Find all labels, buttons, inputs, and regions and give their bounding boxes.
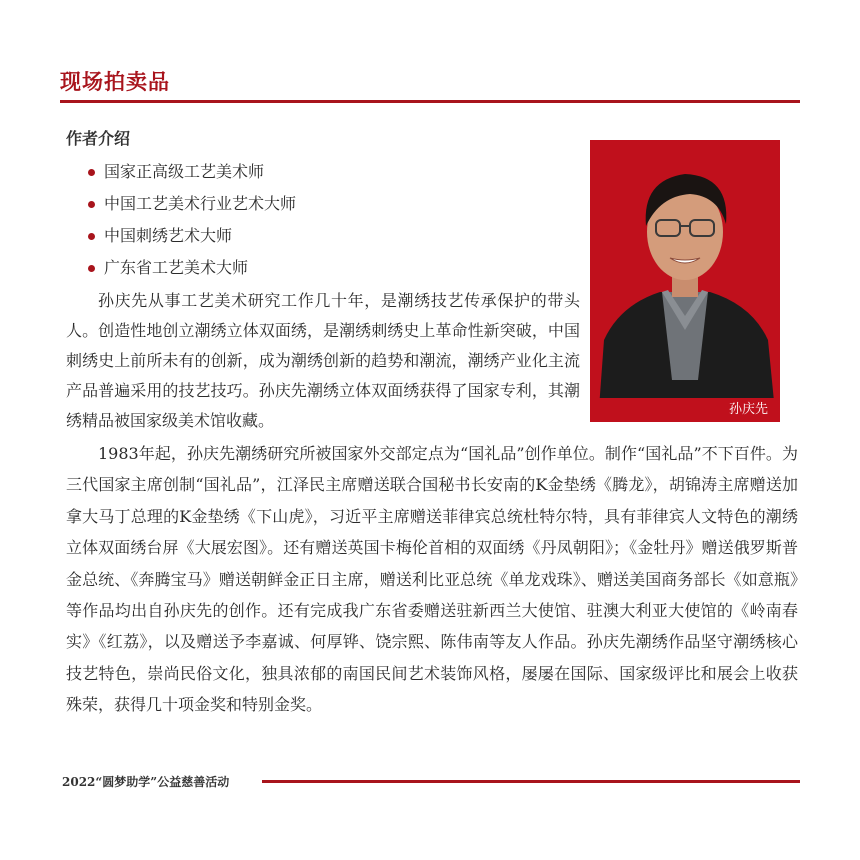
title-list <box>88 156 296 284</box>
portrait-image <box>590 140 780 422</box>
bio-paragraph-2: 1983年起，孙庆先潮绣研究所被国家外交部定点为“国礼品”创作单位。制作“国礼品”不下百件。为三代国家主席创制“国礼品”，江泽民主席赠送联合国秘书长安南的K金垫绣《腾龙》，胡锦涛主席赠送加拿大马丁总理的K金垫绣《下山虎》，习近平主席赠送菲律宾总统杜特尔特，具有菲律宾人文特色的潮绣立体双面绣台屏《大展宏图》。还有赠送英国卡梅伦首相的双面绣《丹凤朝阳》；《金牡丹》赠送俄罗斯普金总统、《奔腾宝马》赠送朝鲜金正日主席，赠送利比亚总统《单龙戏珠》、赠送美国商务部长《如意瓶》等作品均出自孙庆先的创作。还有完成我广东省委赠送驻新西兰大使馆、驻澳大利亚大使馆的《岭南春实》《红荔》，以及赠送予李嘉诚、何厚铧、饶宗熙、陈伟南等友人作品。孙庆先潮绣作品坚守潮绣核心技艺特色，崇尚民俗文化，独具浓郁的南国民间艺术装饰风格，屡屡在国际、国家级评比和展会上收获殊荣，获得几十项金奖和特别金奖。 <box>66 444 798 715</box>
list-item-label: 国家正高级工艺美术师 <box>104 162 265 181</box>
section-heading: 作者介绍 <box>66 129 131 148</box>
list-item-label: 广东省工艺美术大师 <box>104 258 249 277</box>
bullet-icon <box>88 233 95 240</box>
list-item-label: 中国刺绣艺术大师 <box>104 226 233 245</box>
list-item <box>88 156 296 188</box>
bullet-icon <box>88 265 95 272</box>
footer-event-name: 2022“圆梦助学”公益慈善活动 <box>62 775 230 789</box>
list-item <box>88 220 296 252</box>
bullet-icon <box>88 201 95 208</box>
bullet-icon <box>88 169 95 176</box>
bio-paragraph-1: 孙庆先从事工艺美术研究工作几十年，是潮绣技艺传承保护的带头人。创造性地创立潮绣立体双面绣，是潮绣刺绣史上革命性新突破，中国刺绣史上前所未有的创新，成为潮绣创新的趋势和潮流，潮绣产业化主流产品普遍采用的技艺技巧。孙庆先潮绣立体双面绣获得了国家专利，其潮绣精品被国家级美术馆收藏。 <box>66 291 580 430</box>
list-item <box>88 188 296 220</box>
page-title: 现场拍卖品 <box>60 70 170 94</box>
author-photo <box>590 140 780 422</box>
list-item-label: 中国工艺美术行业艺术大师 <box>104 194 297 213</box>
list-item <box>88 252 296 284</box>
photo-caption: 孙庆先 <box>590 398 780 422</box>
header-divider <box>60 100 800 103</box>
footer-divider <box>262 780 800 783</box>
